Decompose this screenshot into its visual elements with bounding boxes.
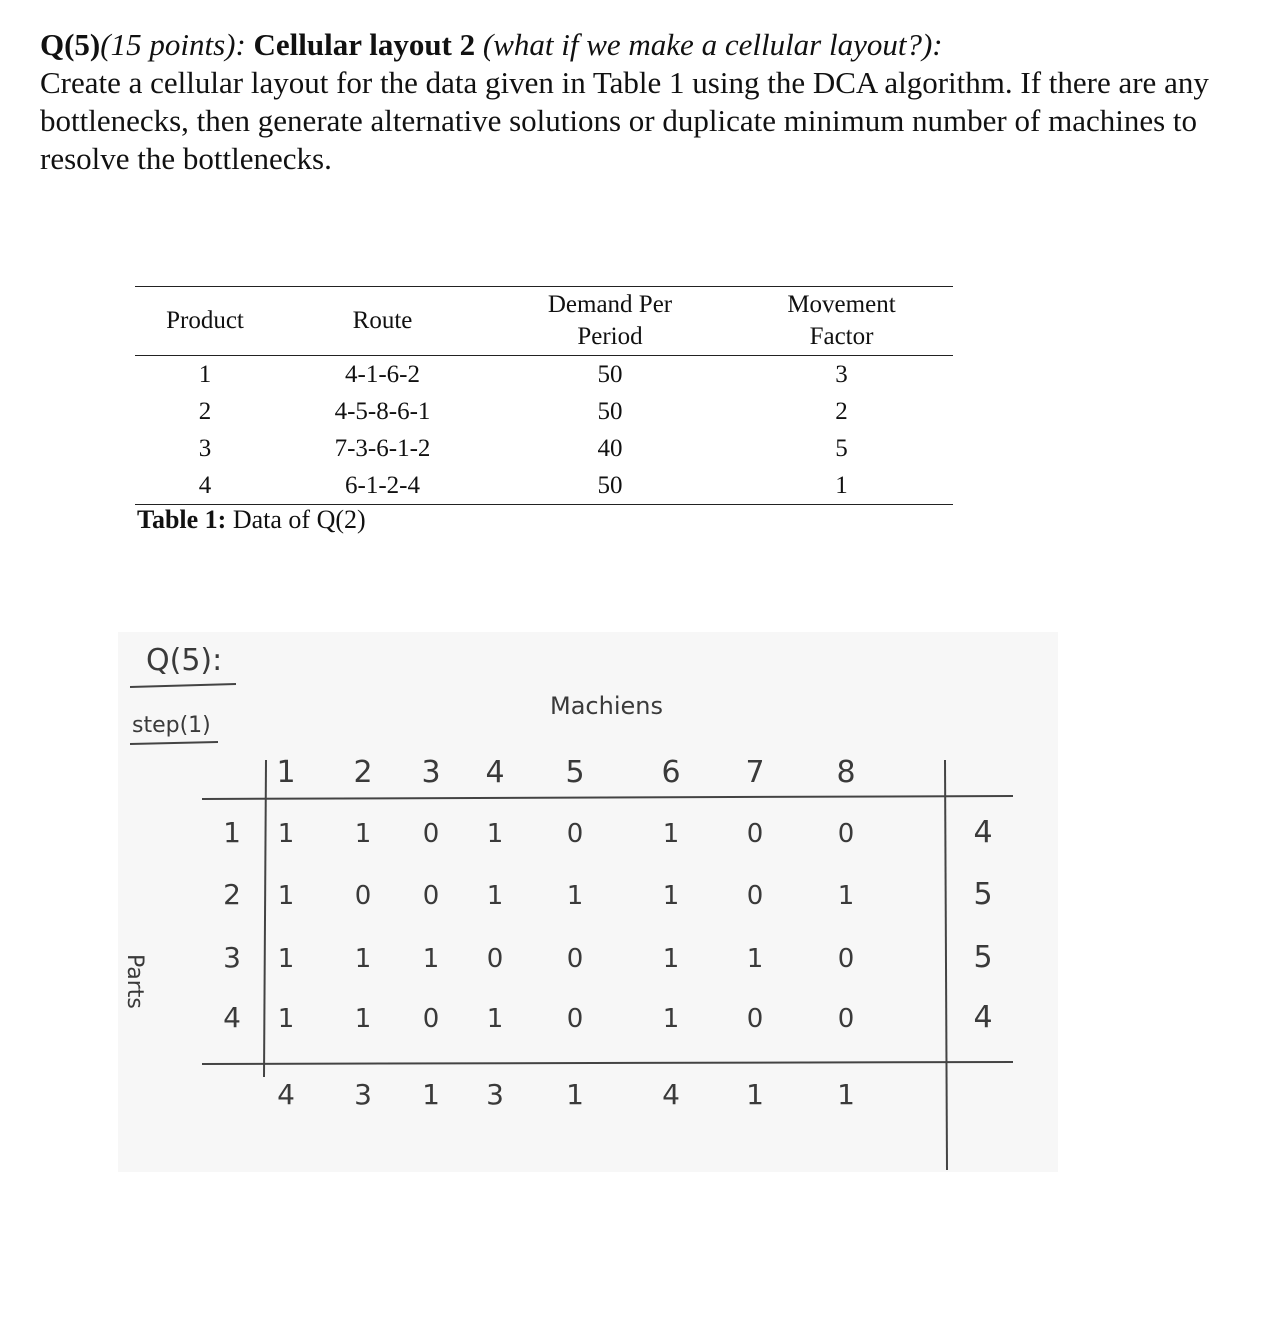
matrix-cell: 1	[662, 944, 680, 974]
matrix-cell: 1	[662, 819, 680, 849]
cell: 50	[597, 397, 623, 425]
matrix-top-line	[202, 796, 1013, 799]
caption-label: Table 1:	[137, 505, 227, 534]
cell: 4	[135, 467, 275, 505]
machine-header: 7	[745, 755, 765, 790]
header-route: Route	[275, 287, 490, 356]
cell: 6-1-2-4	[275, 467, 490, 505]
question-body: Create a cellular layout for the data given in Table 1 using the DCA algorithm. If there are any bottlenecks, then generate alternative solutions or duplicate minimum number of machines to resolve the bottlenecks.	[40, 65, 1209, 176]
matrix-cell: 1	[486, 819, 504, 849]
cell: 40	[597, 434, 623, 462]
matrix-cell: 1	[837, 881, 855, 911]
row-sum: 5	[973, 877, 993, 912]
header-product: Product	[135, 287, 275, 356]
matrix-cell: 1	[566, 881, 584, 911]
matrix-cell: 0	[746, 881, 764, 911]
hw-machines-label: Machiens	[550, 692, 663, 720]
matrix-cell: 1	[277, 1004, 295, 1034]
matrix-cell: 0	[746, 819, 764, 849]
cell: 7-3-6-1-2	[334, 434, 431, 462]
matrix-cell: 0	[746, 1004, 764, 1034]
cell: 50	[490, 467, 730, 505]
row-sum: 4	[973, 815, 993, 850]
matrix-cell: 1	[277, 881, 295, 911]
matrix-cell: 1	[354, 1004, 372, 1034]
handwritten-matrix	[118, 632, 1058, 1172]
col-sum: 3	[354, 1078, 372, 1111]
machine-header: 8	[836, 755, 856, 790]
matrix-cell: 0	[837, 819, 855, 849]
matrix-cell: 1	[354, 819, 372, 849]
cell: 50	[597, 360, 623, 388]
col-sum: 1	[746, 1078, 764, 1111]
table-row	[135, 430, 953, 467]
row-sum: 4	[973, 1000, 993, 1035]
question-title: Cellular layout 2	[253, 27, 476, 62]
cell: 5	[835, 434, 848, 462]
table-row	[135, 467, 953, 505]
cell: 2	[198, 397, 212, 425]
machine-header: 4	[485, 755, 505, 790]
question-text	[40, 26, 1235, 178]
part-label: 3	[223, 941, 241, 974]
matrix-cell: 1	[422, 944, 440, 974]
matrix-cell: 0	[566, 1004, 584, 1034]
table-row	[135, 393, 953, 430]
cell: 3	[835, 360, 848, 388]
cell: 1	[730, 467, 953, 505]
table-row	[135, 356, 953, 394]
machine-header: 6	[661, 755, 681, 790]
matrix-cell: 0	[486, 944, 504, 974]
matrix-bottom-line	[202, 1062, 1013, 1064]
matrix-cell: 1	[277, 819, 295, 849]
matrix-cell: 0	[566, 819, 584, 849]
question-points: (15 points):	[100, 27, 246, 62]
header-movement-factor: Movement Factor	[730, 287, 953, 356]
table-caption	[137, 505, 366, 535]
col-sum: 3	[486, 1078, 504, 1111]
cell: 4-5-8-6-1	[334, 397, 431, 425]
hw-heading: Q(5):	[146, 643, 223, 678]
hw-matrix-values	[223, 755, 992, 1111]
machine-header: 5	[565, 755, 585, 790]
col-sum: 1	[422, 1078, 440, 1111]
cell: 4-1-6-2	[345, 360, 420, 388]
col-sum: 4	[662, 1078, 680, 1111]
matrix-cell: 0	[354, 881, 372, 911]
part-label: 4	[223, 1001, 241, 1034]
heading-underline	[130, 684, 236, 687]
machine-header: 2	[353, 755, 373, 790]
col-sum: 1	[837, 1078, 855, 1111]
matrix-cell: 0	[566, 944, 584, 974]
matrix-cell: 1	[354, 944, 372, 974]
handwritten-solution	[118, 632, 1058, 1172]
col-sum: 1	[566, 1078, 584, 1111]
matrix-cell: 0	[837, 944, 855, 974]
matrix-cell: 1	[662, 881, 680, 911]
matrix-cell: 0	[422, 819, 440, 849]
cell: 1	[198, 360, 212, 388]
matrix-cell: 1	[486, 1004, 504, 1034]
cell: 2	[835, 397, 848, 425]
matrix-cell: 1	[662, 1004, 680, 1034]
data-table	[135, 286, 953, 505]
part-label: 1	[223, 816, 241, 849]
hw-step: step(1)	[132, 713, 211, 738]
matrix-cell: 1	[486, 881, 504, 911]
step-underline	[130, 742, 218, 744]
row-sum: 5	[973, 940, 993, 975]
matrix-cell: 1	[277, 944, 295, 974]
question-subtitle: (what if we make a cellular layout?):	[482, 27, 943, 62]
matrix-cell: 0	[422, 1004, 440, 1034]
matrix-cell: 0	[422, 881, 440, 911]
hw-parts-label: Parts	[122, 954, 147, 1009]
col-sum: 4	[277, 1078, 295, 1111]
machine-header: 1	[276, 755, 296, 790]
table-header-row	[135, 287, 953, 356]
matrix-left-line	[264, 760, 266, 1077]
cell: 3	[198, 434, 212, 462]
part-label: 2	[223, 878, 241, 911]
caption-text: Data of Q(2)	[232, 505, 366, 534]
matrix-right-line	[945, 760, 947, 1170]
header-demand: Demand Per Period	[490, 287, 730, 356]
question-label: Q(5)	[40, 27, 101, 62]
matrix-cell: 1	[746, 944, 764, 974]
machine-header: 3	[421, 755, 441, 790]
matrix-cell: 0	[837, 1004, 855, 1034]
